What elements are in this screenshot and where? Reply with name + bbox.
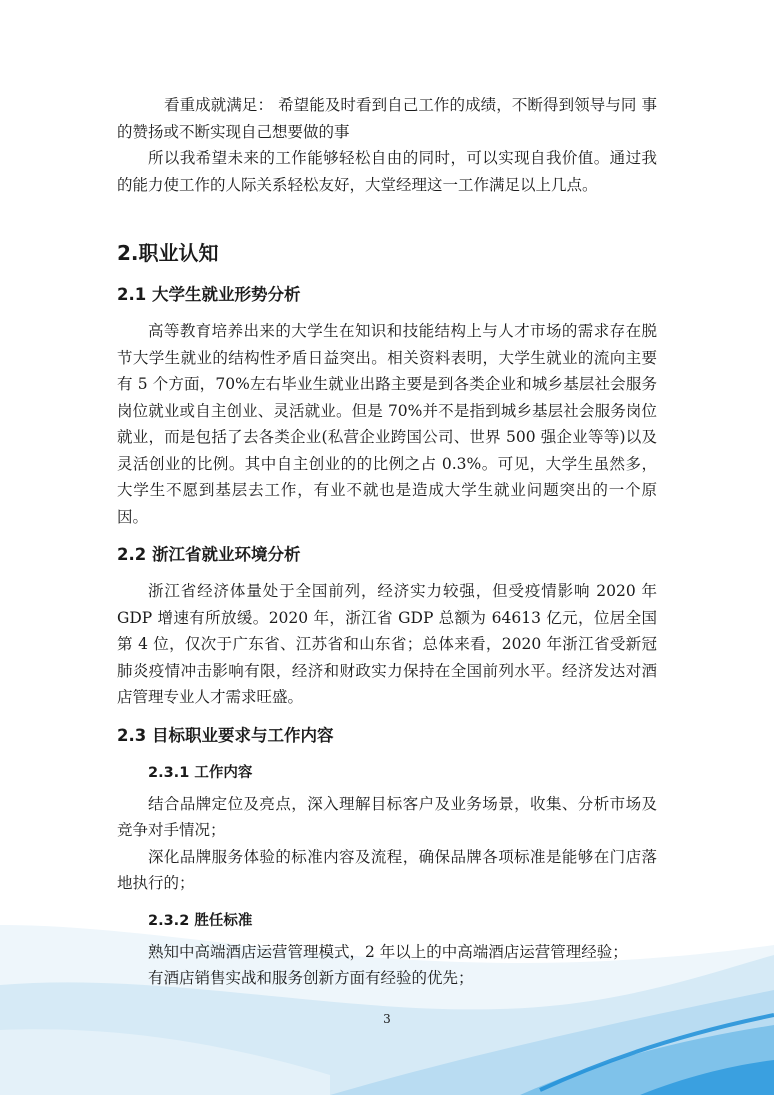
paragraph-2-3-2-b: 有酒店销售实战和服务创新方面有经验的优先； [148,969,474,987]
paragraph-2-1: 高等教育培养出来的大学生在知识和技能结构上与人才市场的需求存在脱节大学生就业的结构性矛盾日益突出。相关资料表明，大学生就业的流向主要有 5 个方面，70%左右毕业生就业出路主要是到各类企业和城乡基层社会服务岗位就业或自主创业、灵活就业。但是 70%并不是指到城乡基层社会服务岗位就业，而是包括了去各类企业(私营企业跨国公司、世界 500 强企业等等)以及灵活创业的比例。其中自主创业的的比例之占 0.3%。可见，大学生虽然多，大学生不愿到基层去工作，有业不就也是造成大学生就业问题突出的一个原因。 [117,322,657,526]
paragraph-2-3-1-a: 结合品牌定位及亮点，深入理解目标客户及业务场景，收集、分析市场及竞争对手情况； [117,794,657,839]
page-number: 3 [383,1012,391,1026]
subsection-title-2-1: 2.1 大学生就业形势分析 [117,285,301,304]
subsection-title-2-2: 2.2 浙江省就业环境分析 [117,545,301,564]
document-body [117,92,657,992]
paragraph-2-2: 浙江省经济体量处于全国前列，经济实力较强，但受疫情影响 2020 年 GDP 增速有所放缓。2020 年，浙江省 GDP 总额为 64613 亿元，位居全国第 4 位，仅次于广东省、江苏省和山东省；总体来看，2020 年浙江省受新冠肺炎疫情冲击影响有限，经济和财政实力保持在全国前列水平。经济发达对酒店管理专业人才需求旺盛。 [117,582,657,706]
intro-paragraph-2: 所以我希望未来的工作能够轻松自由的同时，可以实现自我价值。通过我 的能力使工作的人际关系轻松友好，大堂经理这一工作满足以上几点。 [117,149,657,194]
subsection-title-2-3: 2.3 目标职业要求与工作内容 [117,725,334,745]
paragraph-2-3-2-a: 熟知中高端酒店运营管理模式，2 年以上的中高端酒店运营管理经验； [148,942,628,961]
subsection-title-2-3-1: 2.3.1 工作内容 [148,764,253,781]
paragraph-2-3-1-b: 深化品牌服务体验的标准内容及流程，确保品牌各项标准是能够在门店落地执行的； [117,847,657,892]
intro-paragraph-1: 看重成就满足： 希望能及时看到自己工作的成绩，不断得到领导与同 事的赞扬或不断实现自己想要做的事 [117,96,657,141]
section-title-career-cognition: 2.职业认知 [117,241,219,265]
subsection-title-2-3-2: 2.3.2 胜任标准 [148,912,253,929]
